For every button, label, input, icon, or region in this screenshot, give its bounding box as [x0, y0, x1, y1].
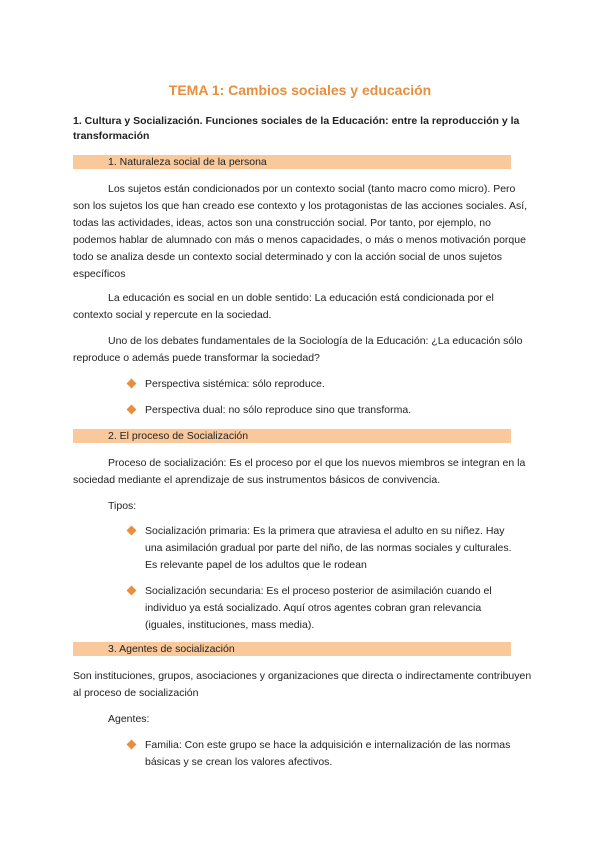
paragraph-naturaleza-1: Los sujetos están condicionados por un contexto social (tanto macro como micro). Pero son los sujetos los que han creado ese contexto y los protagonistas de las acciones sociales. Así, todas las actividades, ideas, actos son una construcción social. Por tanto, por ejemplo, no podemos hablar de alumnado con más o menos capacidades, o más o menos motivación porque todo se analiza desde un contexto social determinado y con la acción social de unos sujetos específicos	[73, 183, 528, 280]
subsection-title-3: 3. Agentes de socialización	[108, 643, 235, 655]
bullet-socializacion-primaria: Socialización primaria: Es la primera que atraviesa el adulto en su niñez. Hay una asimilación gradual por parte del niño, de las normas sociales y culturales. Es relevante papel de los adultos que le rodean	[128, 523, 523, 574]
bullet-socializacion-secundaria: Socialización secundaria: Es el proceso posterior de asimilación cuando el individuo ya está socializado. Aquí otros agentes cobran gran relevancia (iguales, instituciones, mass media).	[128, 583, 523, 634]
tipos-label: Tipos:	[108, 500, 137, 512]
subsection-bar-1	[73, 155, 511, 169]
paragraph-naturaleza-2: La educación es social en un doble sentido: La educación está condicionada por el contexto social y repercute en la sociedad.	[73, 292, 494, 321]
diamond-bullet-icon	[127, 405, 137, 415]
subsection-title-1: 1. Naturaleza social de la persona	[108, 156, 267, 168]
paragraph-socializacion: Proceso de socialización: Es el proceso por el que los nuevos miembros se integran en la sociedad mediante el aprendizaje de sus instrumentos básicos de convivencia.	[73, 457, 526, 486]
paragraph-naturaleza-3: Uno de los debates fundamentales de la Sociología de la Educación: ¿La educación sólo reproduce o además puede transformar la sociedad?	[73, 335, 523, 364]
agentes-label: Agentes:	[108, 713, 150, 725]
diamond-bullet-icon	[127, 740, 137, 750]
diamond-bullet-icon	[127, 586, 137, 596]
section-heading: 1. Cultura y Socialización. Funciones sociales de la Educación: entre la reproducción y la transformación	[73, 115, 520, 142]
bullet-perspectiva-sistemica: Perspectiva sistémica: sólo reproduce.	[128, 376, 523, 393]
paragraph-agentes: Son instituciones, grupos, asociaciones y organizaciones que directa o indirectamente contribuyen al proceso de socialización	[73, 670, 532, 699]
subsection-title-2: 2. El proceso de Socialización	[108, 430, 249, 442]
subsection-bar-2	[73, 429, 511, 443]
diamond-bullet-icon	[127, 379, 137, 389]
bullet-perspectiva-dual: Perspectiva dual: no sólo reproduce sino que transforma.	[128, 402, 523, 419]
subsection-bar-3	[73, 642, 511, 656]
bullet-familia: Familia: Con este grupo se hace la adquisición e internalización de las normas básicas y se crean los valores afectivos.	[128, 737, 523, 771]
document-title: TEMA 1: Cambios sociales y educación	[168, 82, 432, 98]
diamond-bullet-icon	[127, 526, 137, 536]
